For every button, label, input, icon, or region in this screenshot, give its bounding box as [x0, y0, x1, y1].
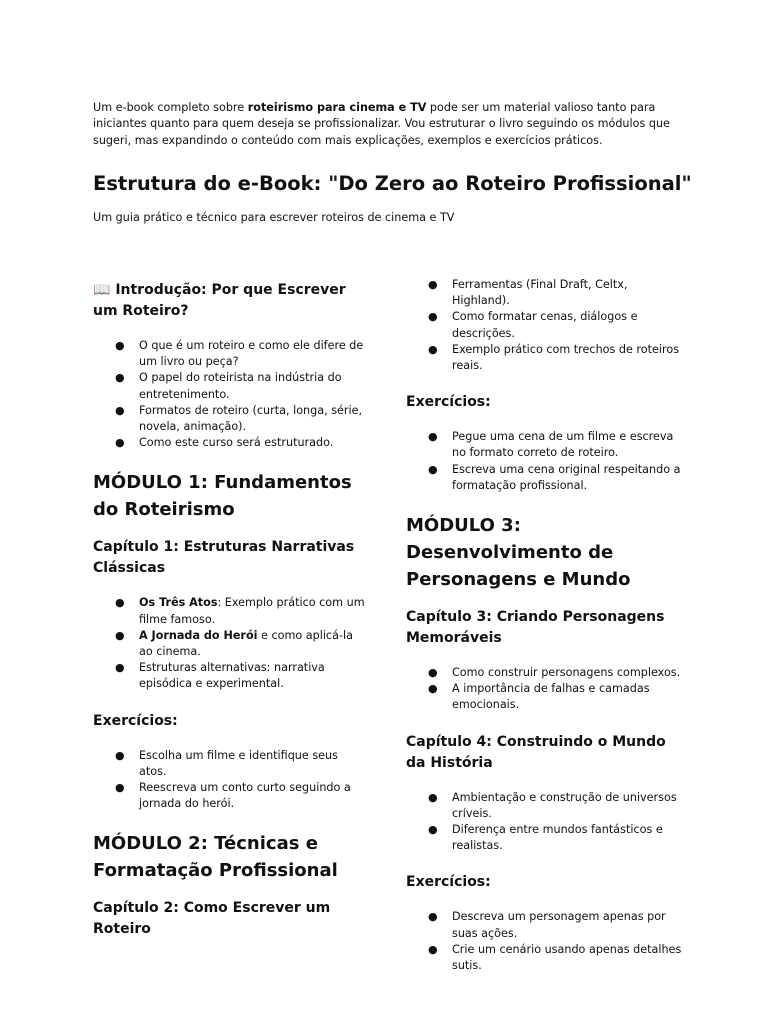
left-column	[93, 280, 368, 956]
chapter-4-list	[406, 790, 688, 855]
intro-text-start: Um e-book completo sobre	[93, 101, 248, 114]
list-item-text: Como este curso será estruturado.	[139, 436, 334, 450]
bullet-icon: ●	[115, 748, 125, 762]
list-item-text: Como construir personagens complexos.	[452, 666, 681, 680]
exercises-3-heading: Exercícios:	[406, 874, 491, 891]
list-item	[93, 660, 368, 692]
list-item-text: O que é um roteiro e como ele difere de um livro ou peça?	[139, 339, 364, 369]
list-item-text: Reescreva um conto curto seguindo a jornada do herói.	[139, 781, 351, 811]
document-title: Estrutura do e-Book: "Do Zero ao Roteiro Profissional"	[93, 172, 692, 195]
list-item	[406, 790, 688, 822]
list-item	[93, 780, 368, 812]
bullet-icon: ●	[428, 342, 438, 356]
bullet-icon: ●	[115, 436, 125, 450]
list-item	[93, 403, 368, 435]
chapter-4-heading: Capítulo 4: Construindo o Mundo da História	[406, 733, 666, 771]
list-item	[406, 822, 688, 854]
exercises-2-list	[406, 429, 688, 494]
list-item	[406, 909, 688, 941]
list-item-text: Ambientação e construção de universos críveis.	[452, 790, 677, 820]
list-item-text: Escolha um filme e identifique seus atos.	[139, 748, 338, 778]
bullet-icon: ●	[428, 278, 438, 291]
bullet-icon: ●	[428, 823, 438, 837]
list-item	[406, 665, 688, 681]
exercises-1-heading: Exercícios:	[93, 712, 178, 729]
list-item	[93, 748, 368, 780]
module-3-heading: MÓDULO 3: Desenvolvimento de Personagens e Mundo	[406, 515, 631, 591]
list-item-text: Ferramentas (Final Draft, Celtx, Highland).	[452, 278, 628, 308]
bullet-icon: ●	[428, 666, 438, 680]
bullet-icon: ●	[115, 596, 125, 610]
chapter-3-list	[406, 665, 688, 714]
chapter-1-heading: Capítulo 1: Estruturas Narrativas Clássicas	[93, 539, 355, 577]
list-item	[93, 338, 368, 370]
module-1-heading: MÓDULO 1: Fundamentos do Roteirismo	[93, 472, 352, 521]
bullet-icon: ●	[428, 682, 438, 696]
intro-paragraph	[93, 100, 683, 149]
list-item	[406, 277, 688, 309]
open-book-icon: 📖	[93, 282, 111, 298]
list-item-text: e como aplicá-la ao cinema.	[139, 628, 353, 659]
exercises-1-list	[93, 748, 368, 813]
chapter-3-heading: Capítulo 3: Criando Personagens Memoráveis	[406, 609, 665, 647]
bullet-icon: ●	[428, 942, 438, 956]
bullet-icon: ●	[115, 628, 125, 642]
list-item	[406, 462, 688, 494]
intro-bold-text: roteirismo para cinema e TV	[247, 101, 427, 114]
exercises-2-heading: Exercícios:	[406, 394, 491, 411]
list-item-bold-text: A Jornada do Herói	[139, 628, 258, 642]
bullet-icon: ●	[115, 371, 125, 385]
list-item-text: Exemplo prático com trechos de roteiros reais.	[452, 342, 680, 373]
list-item-text: Pegue uma cena de um filme e escreva no formato correto de roteiro.	[452, 430, 674, 460]
list-item-text: Formatos de roteiro (curta, longa, série, novela, animação).	[139, 403, 363, 434]
chapter-2-list	[406, 277, 688, 374]
list-item	[406, 309, 688, 341]
list-item-bold-text: Os Três Atos	[139, 596, 218, 610]
chapter-1-list	[93, 595, 368, 692]
list-item	[406, 342, 688, 374]
module-2-heading: MÓDULO 2: Técnicas e Formatação Profissional	[93, 833, 338, 882]
list-item	[406, 942, 688, 974]
chapter-2-heading: Capítulo 2: Como Escrever um Roteiro	[93, 900, 331, 938]
bullet-icon: ●	[428, 910, 438, 924]
list-item-text: Diferença entre mundos fantásticos e realistas.	[452, 823, 663, 853]
intro-text-end: pode ser um material valioso tanto para iniciantes quanto para quem deseja se profissionalizar. Vou estruturar o livro seguindo os módulos que sugeri, mas expandindo o conteúdo com mais explicações, exemplos e exercícios práticos.	[93, 101, 670, 147]
list-item	[406, 681, 688, 713]
bullet-icon: ●	[428, 462, 438, 476]
right-column	[406, 277, 688, 992]
bullet-icon: ●	[115, 339, 125, 352]
list-item-text: Descreva um personagem apenas por suas ações.	[452, 910, 666, 940]
list-item-text: Crie um cenário usando apenas detalhes sutis.	[452, 942, 682, 973]
intro-heading	[93, 280, 368, 322]
list-item-text: O papel do roteirista na indústria do entretenimento.	[139, 371, 342, 401]
list-item	[93, 370, 368, 402]
list-item-text: : Exemplo prático com um filme famoso.	[139, 596, 365, 626]
document-subtitle: Um guia prático e técnico para escrever roteiros de cinema e TV	[93, 211, 455, 224]
list-item-text: A importância de falhas e camadas emocionais.	[452, 682, 650, 712]
list-item-text: Como formatar cenas, diálogos e descrições.	[452, 310, 638, 340]
list-item-text: Escreva uma cena original respeitando a formatação profissional.	[452, 462, 681, 492]
intro-list	[93, 338, 368, 451]
list-item	[406, 429, 688, 461]
bullet-icon: ●	[428, 430, 438, 444]
list-item	[93, 595, 368, 627]
exercises-3-list	[406, 909, 688, 974]
bullet-icon: ●	[428, 790, 438, 804]
bullet-icon: ●	[428, 310, 438, 324]
bullet-icon: ●	[115, 661, 125, 675]
intro-heading-text: Introdução: Por que Escrever um Roteiro?	[93, 282, 346, 319]
list-item	[93, 628, 368, 660]
list-item	[93, 435, 368, 451]
bullet-icon: ●	[115, 781, 125, 795]
bullet-icon: ●	[115, 403, 125, 417]
list-item-text: Estruturas alternativas: narrativa episódica e experimental.	[139, 661, 325, 691]
